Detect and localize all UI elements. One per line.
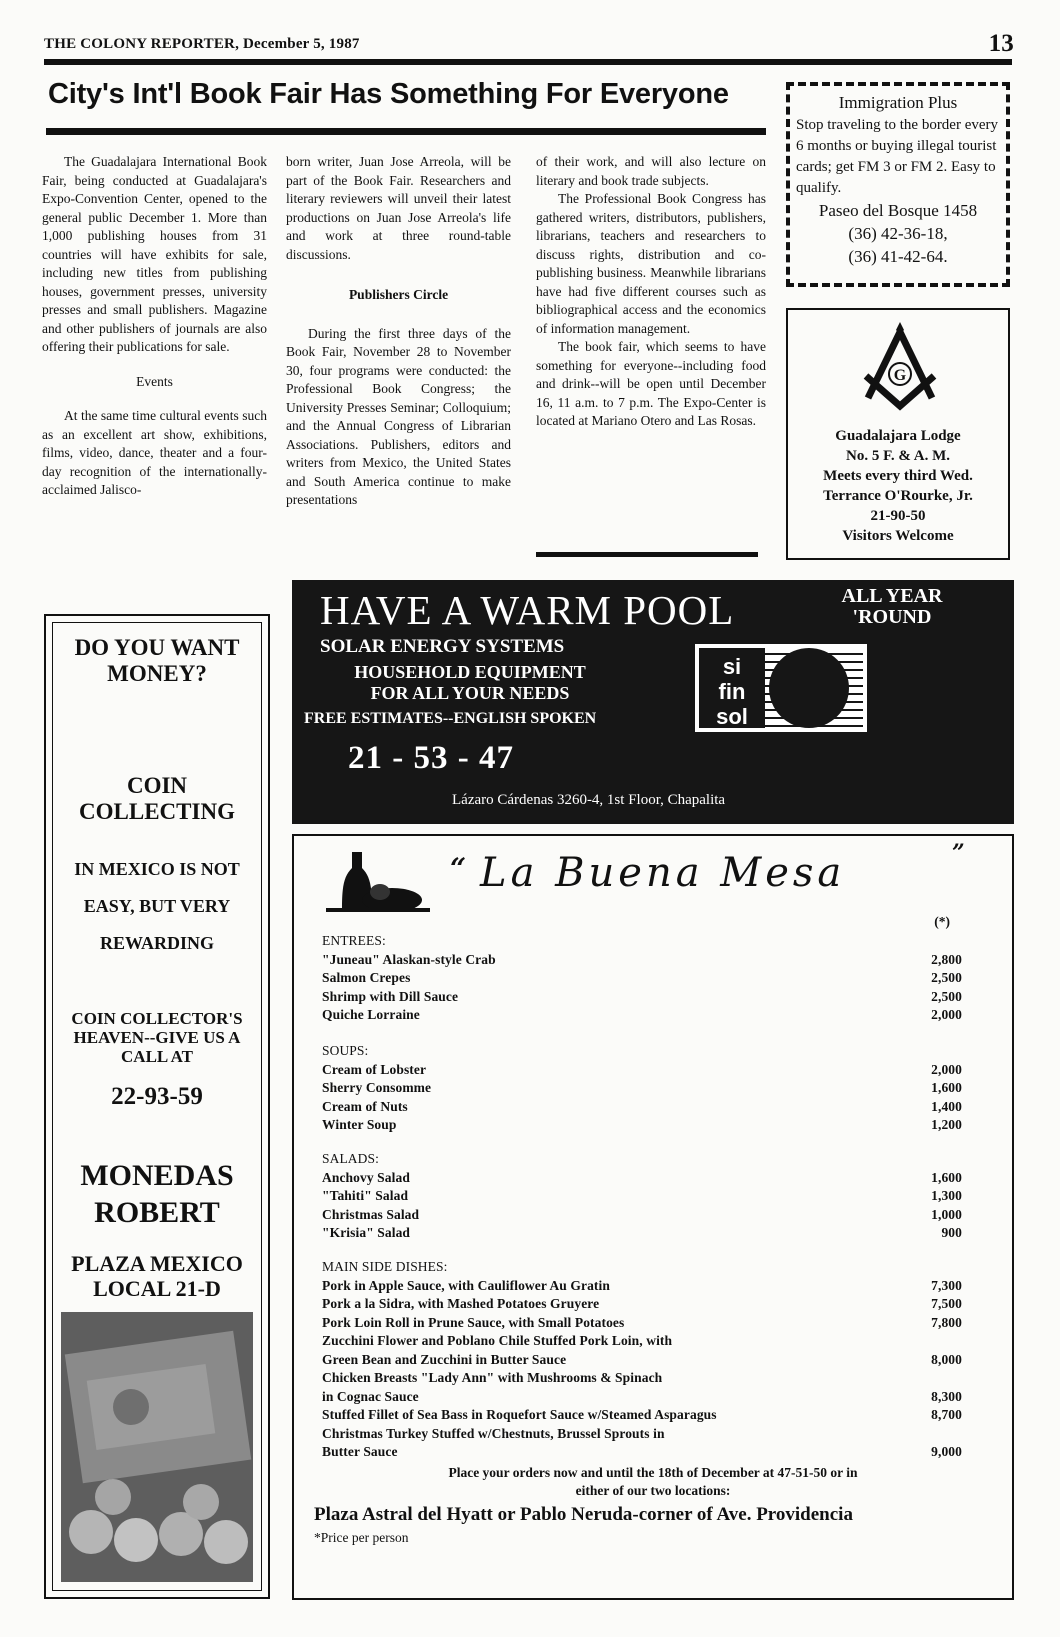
menu-item-price: 2,000 xyxy=(931,1007,962,1022)
subhead-events: Events xyxy=(136,373,173,389)
coin-text: COLLECTING xyxy=(79,799,235,824)
menu-section-heading: ENTREES: xyxy=(322,933,386,948)
menu-item-name: Salmon Crepes xyxy=(322,970,411,985)
headline-rule xyxy=(46,128,766,135)
menu-item-name: Cream of Nuts xyxy=(322,1098,408,1114)
article-paragraph: born writer, Juan Jose Arreola, will be part of the Book Fair. Researchers and literary reviewers will unveil their latest productions on Juan Jose Arreola's life and work at three round-table discussions. xyxy=(286,154,511,262)
article-paragraph: The Professional Book Congress has gathered writers, distributors, publishers, librarians, teachers and researchers to discuss rights, distribution and co-publishing business. Meanwhile librarians have had five different courses such as bibliographical access and the economics of information management. xyxy=(536,191,766,336)
pool-corner-text: ALL YEAR xyxy=(841,585,943,607)
pool-line: FOR ALL YOUR NEEDS xyxy=(370,683,570,703)
menu-item-price: 1,300 xyxy=(931,1188,962,1203)
menu-item xyxy=(322,1277,962,1296)
immigration-address: Paseo del Bosque 1458 xyxy=(818,201,978,220)
si-fin-sol-logo xyxy=(695,644,867,732)
lodge-phone: 21-90-50 xyxy=(870,508,926,524)
immigration-phone-1: (36) 42-36-18, xyxy=(848,224,948,243)
menu-item-price: 7,800 xyxy=(931,1314,962,1330)
immigration-phone-2: (36) 41-42-64. xyxy=(848,247,948,266)
menu-item-name: Pork Loin Roll in Prune Sauce, with Small Potatoes xyxy=(322,1314,625,1330)
coin-location: PLAZA MEXICO xyxy=(71,1251,243,1276)
menu-item xyxy=(322,1332,962,1351)
coin-text: COIN xyxy=(126,773,188,798)
menu-item-name: Cream of Lobster xyxy=(322,1061,427,1077)
pool-corner-text: 'ROUND xyxy=(852,606,932,628)
menu-section-heading: SALADS: xyxy=(322,1151,379,1166)
square-and-compass-icon xyxy=(860,320,940,412)
menu-item xyxy=(322,1314,962,1333)
menu-item-name: Christmas Salad xyxy=(322,1206,420,1222)
menu-item xyxy=(322,1169,962,1188)
menu-item-price: 1,000 xyxy=(931,1206,962,1222)
warm-pool-ad xyxy=(292,580,1014,824)
menu-item-name: Zucchini Flower and Poblano Chile Stuffed Pork Loin, with xyxy=(322,1333,673,1348)
menu-item-name: "Tahiti" Salad xyxy=(322,1188,409,1203)
menu-item-price: 7,300 xyxy=(931,1277,962,1293)
menu-item xyxy=(322,1206,962,1225)
menu-item xyxy=(322,1425,962,1444)
coin-text: DO YOU WANT xyxy=(74,635,240,660)
page-number: 13 xyxy=(988,30,1014,57)
menu-item xyxy=(322,1351,962,1370)
article-paragraph: During the first three days of the Book Fair, November 28 to November 30, four programs were conducted: the Professional Book Congress; the University Presses Seminar; Colloquium; and the Annual Congress of Librarian Associations. Publishers, editors and writers from Mexico, the United States and South America continue to make presentations xyxy=(286,325,511,507)
menu-item xyxy=(322,951,962,970)
coin-text: CALL AT xyxy=(121,1047,193,1066)
menu-item xyxy=(322,1369,962,1388)
menu-item-name: Quiche Lorraine xyxy=(322,1007,420,1022)
menu-item xyxy=(322,1187,962,1206)
coins-photo-illustration xyxy=(61,1312,253,1582)
menu-item-price: 2,800 xyxy=(931,951,962,967)
menu-item-name: Anchovy Salad xyxy=(322,1169,410,1185)
menu-item-name: Stuffed Fillet of Sea Bass in Roquefort Sauce w/Steamed Asparagus xyxy=(322,1407,717,1422)
menu-section-entrees xyxy=(322,932,962,1025)
menu-item-price: 9,000 xyxy=(931,1444,962,1459)
immigration-title: Immigration Plus xyxy=(838,93,958,112)
pool-estimates: FREE ESTIMATES--ENGLISH SPOKEN xyxy=(304,710,597,727)
menu-item xyxy=(322,1006,962,1025)
menu-item xyxy=(322,1061,962,1080)
menu-item-price xyxy=(902,1369,962,1388)
lodge-line: Guadalajara Lodge xyxy=(835,428,961,444)
menu-item-name: Chicken Breasts "Lady Ann" with Mushrooms & Spinach xyxy=(322,1370,663,1385)
quote-mark: “ xyxy=(450,852,467,885)
coin-shop-name: ROBERT xyxy=(94,1196,220,1229)
price-note: (*) xyxy=(934,914,950,929)
logo-text: fin xyxy=(718,679,746,704)
article-paragraph: At the same time cultural events such as an excellent art show, exhibitions, films, video, dance, theater and a four-day recognition of the internationally-acclaimed Jalisco- xyxy=(42,408,267,497)
order-instructions: either of our two locations: xyxy=(575,1483,731,1498)
lodge-line: Terrance O'Rourke, Jr. xyxy=(823,488,973,504)
menu-item-price: 1,200 xyxy=(931,1117,962,1132)
menu-section-heading: SOUPS: xyxy=(322,1043,369,1058)
article-headline: City's Int'l Book Fair Has Something For Everyone xyxy=(48,78,729,110)
coin-text: COIN COLLECTOR'S xyxy=(71,1009,243,1028)
pool-line: HOUSEHOLD EQUIPMENT xyxy=(354,662,586,682)
menu-item xyxy=(322,1388,962,1407)
menu-item-price: 1,600 xyxy=(931,1169,962,1185)
coin-text: MONEY? xyxy=(107,661,207,686)
immigration-ad xyxy=(786,82,1010,287)
pool-address: Lázaro Cárdenas 3260-4, 1st Floor, Chapalita xyxy=(452,792,726,808)
wine-bottle-and-fruit-icon xyxy=(322,846,432,916)
menu-item-price: 900 xyxy=(941,1225,962,1240)
menu-item xyxy=(322,969,962,988)
lodge-ad xyxy=(786,308,1010,560)
menu-item xyxy=(322,1295,962,1314)
paper-title-date: THE COLONY REPORTER, December 5, 1987 xyxy=(44,36,360,52)
menu-item-price: 1,600 xyxy=(931,1080,962,1095)
pool-line: SOLAR ENERGY SYSTEMS xyxy=(320,636,565,657)
coin-phone: 22-93-59 xyxy=(111,1083,203,1110)
price-footnote: *Price per person xyxy=(314,1530,409,1545)
menu-item-price: 2,000 xyxy=(931,1061,962,1077)
menu-item xyxy=(322,1224,962,1243)
la-buena-mesa-ad xyxy=(292,834,1014,1600)
restaurant-name: La Buena Mesa xyxy=(480,850,846,896)
menu-item-price: 1,400 xyxy=(931,1098,962,1114)
lodge-line: Visitors Welcome xyxy=(842,528,954,544)
quote-mark: ” xyxy=(952,840,965,866)
coin-headline xyxy=(53,635,261,687)
order-instructions: Place your orders now and until the 18th of December at 47-51-50 or in xyxy=(448,1465,858,1480)
coin-text: HEAVEN--GIVE US A xyxy=(73,1028,241,1047)
menu-item-price: 8,700 xyxy=(931,1407,962,1422)
article-column-3 xyxy=(536,153,766,431)
menu-item-price: 8,300 xyxy=(931,1388,962,1404)
menu-item-name: Christmas Turkey Stuffed w/Chestnuts, Brussel Sprouts in xyxy=(322,1425,665,1441)
menu-item-name: Shrimp with Dill Sauce xyxy=(322,988,459,1004)
column-end-rule xyxy=(536,552,758,557)
article-paragraph: The book fair, which seems to have something for everyone--including food and drink--will be open until December 16, 11 a.m. to 7 p.m. The Expo-Center is located at Mariano Otero and Las Rosas. xyxy=(536,339,766,428)
menu-item xyxy=(322,1443,962,1462)
menu-item-name: Butter Sauce xyxy=(322,1444,398,1459)
immigration-body: Stop traveling to the border every 6 months or buying illegal tourist cards; get FM 3 or FM 2. Easy to qualify. xyxy=(796,117,999,196)
menu-section-main-dishes xyxy=(322,1258,962,1462)
menu-item-name: Green Bean and Zucchini in Butter Sauce xyxy=(322,1351,567,1367)
article-column-2 xyxy=(286,153,511,510)
pool-headline: HAVE A WARM POOL xyxy=(320,587,735,633)
logo-text: sol xyxy=(716,704,748,729)
coin-text: REWARDING xyxy=(99,933,214,953)
article-paragraph: The Guadalajara International Book Fair, being conducted at Guadalajara's Expo-Convention Center, opened to the general public December 1. More than 1,000 publishing houses from 31 countries will have exhibits for sale, including new titles from publishing houses, government presses, university presses and small publishers. Magazine and other publishers of journals are also offering their publications for sale. xyxy=(42,154,267,354)
article-column-1 xyxy=(42,153,267,500)
masthead-rule xyxy=(44,59,1012,65)
article-paragraph: of their work, and will also lecture on literary and book trade subjects. xyxy=(536,154,766,188)
menu-section-heading: MAIN SIDE DISHES: xyxy=(322,1259,448,1274)
menu-item-price xyxy=(902,1332,962,1351)
menu-section-soups xyxy=(322,1042,962,1135)
menu-item xyxy=(322,1098,962,1117)
menu-item xyxy=(322,1116,962,1135)
menu-item xyxy=(322,988,962,1007)
menu-section-salads xyxy=(322,1150,962,1243)
lodge-line: No. 5 F. & A. M. xyxy=(845,448,951,464)
menu-item-name: Pork in Apple Sauce, with Cauliflower Au Gratin xyxy=(322,1277,610,1293)
coin-text: EASY, BUT VERY xyxy=(83,896,231,916)
menu-item-price: 2,500 xyxy=(931,988,962,1004)
menu-item-price: 2,500 xyxy=(931,970,962,985)
menu-item-name: "Krisia" Salad xyxy=(322,1225,411,1240)
menu-item-name: "Juneau" Alaskan-style Crab xyxy=(322,951,496,967)
pool-phone: 21 - 53 - 47 xyxy=(348,740,514,776)
menu-item-price: 7,500 xyxy=(931,1296,962,1311)
menu-item-price: 8,000 xyxy=(931,1351,962,1367)
menu-item xyxy=(322,1406,962,1425)
coin-collecting-ad xyxy=(44,614,270,1599)
subhead-publishers-circle: Publishers Circle xyxy=(348,287,449,302)
coin-shop-name: MONEDAS xyxy=(80,1159,234,1192)
menu-item-name: in Cognac Sauce xyxy=(322,1388,419,1404)
masthead xyxy=(44,30,1014,58)
emblem-letter: G xyxy=(893,367,907,384)
restaurant-locations: Plaza Astral del Hyatt or Pablo Neruda-corner of Ave. Providencia xyxy=(314,1504,853,1525)
logo-text: si xyxy=(722,654,742,679)
menu-item-name: Pork a la Sidra, with Mashed Potatoes Gruyere xyxy=(322,1296,600,1311)
menu-item xyxy=(322,1079,962,1098)
menu-item-price xyxy=(902,1425,962,1444)
coin-text: IN MEXICO IS NOT xyxy=(74,859,240,879)
coin-location: LOCAL 21-D xyxy=(93,1276,221,1301)
menu-item-name: Sherry Consomme xyxy=(322,1080,432,1095)
menu-title xyxy=(450,836,990,906)
lodge-line: Meets every third Wed. xyxy=(823,468,973,484)
coins-photo xyxy=(61,1312,253,1582)
menu-item-name: Winter Soup xyxy=(322,1117,397,1132)
